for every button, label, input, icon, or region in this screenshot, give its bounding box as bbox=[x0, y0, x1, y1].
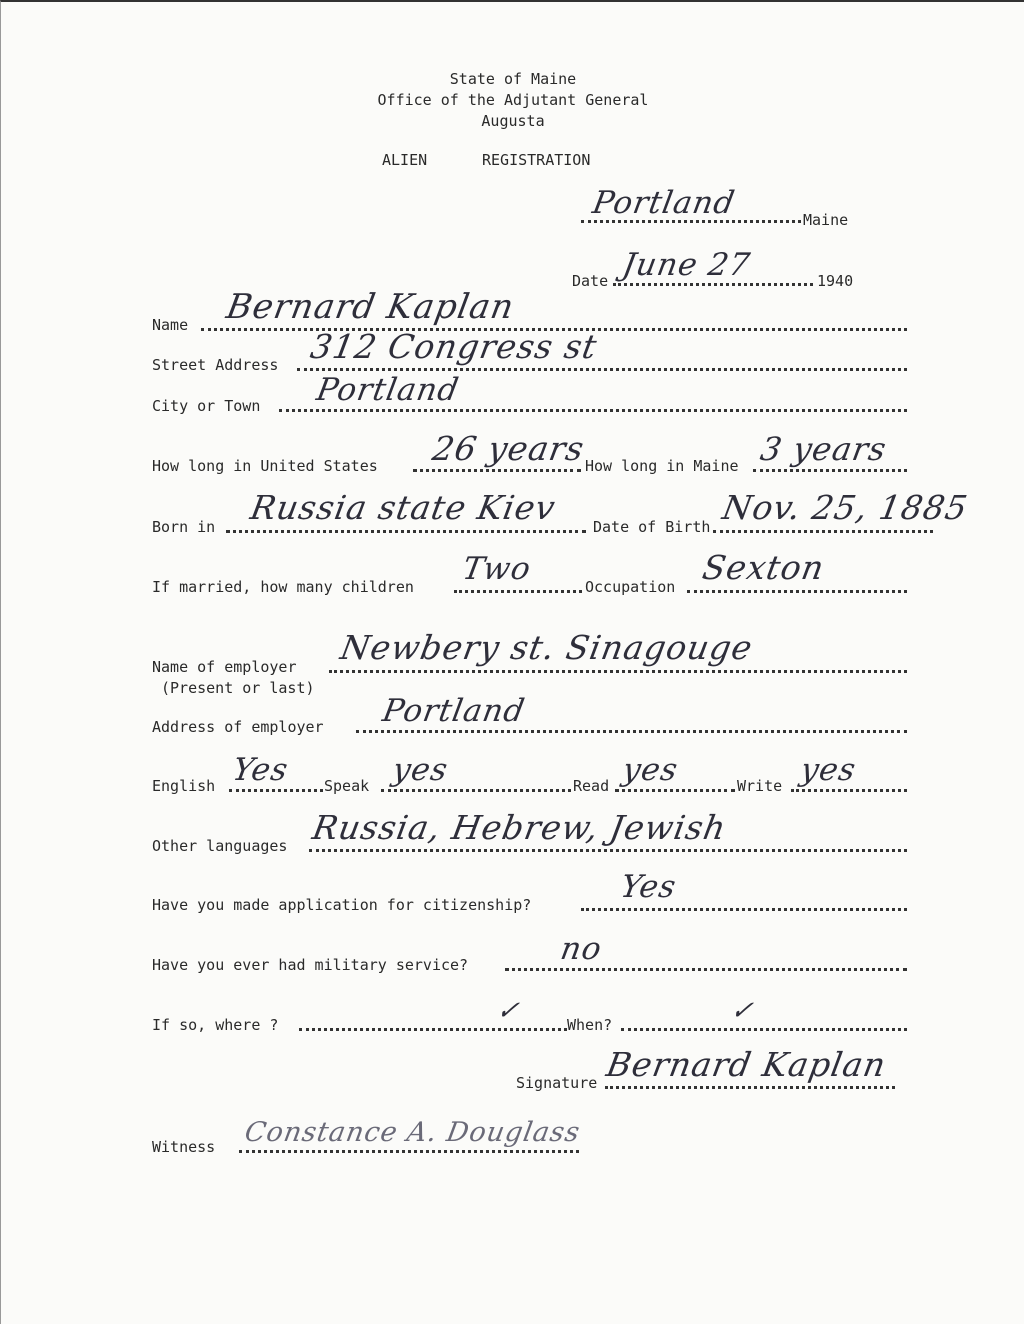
how-long-maine-entry: 3 years bbox=[757, 430, 890, 468]
military-entry: no bbox=[557, 931, 605, 967]
label-english: English bbox=[152, 777, 216, 795]
when-dots bbox=[621, 1028, 907, 1031]
label-city-or-town: City or Town bbox=[152, 397, 261, 415]
witness-dots bbox=[239, 1150, 579, 1153]
write-entry: yes bbox=[797, 752, 859, 788]
label-date-of-birth: Date of Birth bbox=[593, 518, 711, 536]
write-dots bbox=[791, 789, 907, 792]
label-employer-name: Name of employer bbox=[152, 658, 297, 676]
occupation-dots bbox=[687, 590, 907, 593]
when-mark: ✓ bbox=[728, 996, 757, 1026]
signature-entry: Bernard Kaplan bbox=[603, 1045, 890, 1084]
other-languages-dots bbox=[309, 849, 907, 852]
title-alien: ALIEN bbox=[382, 151, 428, 169]
english-entry: Yes bbox=[229, 752, 292, 788]
english-dots bbox=[229, 789, 323, 792]
label-write: Write bbox=[737, 777, 783, 795]
how-long-us-dots bbox=[413, 469, 581, 472]
date-of-birth-dots bbox=[713, 530, 933, 533]
read-entry: yes bbox=[619, 752, 681, 788]
label-when: When? bbox=[567, 1016, 613, 1034]
city-or-town-dots bbox=[279, 409, 907, 412]
street-address-entry: 312 Congress st bbox=[307, 327, 601, 366]
children-dots bbox=[454, 590, 582, 593]
signature-dots bbox=[605, 1086, 895, 1089]
title-registration: REGISTRATION bbox=[482, 151, 591, 169]
label-year: 1940 bbox=[817, 272, 854, 290]
where-dots bbox=[299, 1028, 567, 1031]
label-other-languages: Other languages bbox=[152, 837, 288, 855]
label-occupation: Occupation bbox=[585, 578, 676, 596]
witness-entry: Constance A. Douglass bbox=[242, 1117, 583, 1148]
label-employer-address: Address of employer bbox=[152, 718, 324, 736]
how-long-maine-dots bbox=[753, 469, 907, 472]
header-office: Office of the Adjutant General bbox=[377, 91, 649, 109]
label-signature: Signature bbox=[516, 1074, 598, 1092]
label-how-long-maine: How long in Maine bbox=[585, 457, 739, 475]
employer-address-dots bbox=[356, 730, 907, 733]
military-dots bbox=[505, 968, 907, 971]
label-citizenship: Have you made application for citizenship? bbox=[152, 896, 532, 914]
read-dots bbox=[615, 789, 735, 792]
label-maine: Maine bbox=[803, 211, 849, 229]
date-entry: June 27 bbox=[619, 247, 754, 283]
label-born-in: Born in bbox=[152, 518, 216, 536]
label-military: Have you ever had military service? bbox=[152, 956, 469, 974]
employer-address-entry: Portland bbox=[379, 693, 528, 729]
label-street-address: Street Address bbox=[152, 356, 279, 374]
speak-dots bbox=[381, 789, 571, 792]
label-employer-note: (Present or last) bbox=[161, 679, 315, 697]
label-if-so-where: If so, where ? bbox=[152, 1016, 279, 1034]
other-languages-entry: Russia, Hebrew, Jewish bbox=[309, 808, 730, 847]
born-in-dots bbox=[226, 530, 586, 533]
name-entry: Bernard Kaplan bbox=[223, 287, 518, 327]
header-state: State of Maine bbox=[449, 70, 577, 88]
employer-name-dots bbox=[329, 670, 907, 673]
how-long-us-entry: 26 years bbox=[429, 429, 588, 468]
label-how-long-us: How long in United States bbox=[152, 457, 378, 475]
city-or-town-entry: Portland bbox=[313, 372, 462, 408]
date-dots bbox=[613, 283, 813, 286]
label-date: Date bbox=[572, 272, 609, 290]
occupation-entry: Sexton bbox=[699, 548, 828, 587]
where-mark: ✓ bbox=[494, 996, 523, 1026]
label-name: Name bbox=[152, 316, 189, 334]
speak-entry: yes bbox=[389, 752, 451, 788]
label-read: Read bbox=[573, 777, 610, 795]
street-address-dots bbox=[297, 368, 907, 371]
born-in-entry: Russia state Kiev bbox=[247, 488, 559, 527]
children-entry: Two bbox=[459, 551, 534, 587]
place-entry: Portland bbox=[589, 185, 738, 221]
date-of-birth-entry: Nov. 25, 1885 bbox=[719, 488, 971, 527]
label-speak: Speak bbox=[324, 777, 370, 795]
citizenship-dots bbox=[581, 908, 907, 911]
employer-name-entry: Newbery st. Sinagouge bbox=[337, 628, 756, 667]
label-married-children: If married, how many children bbox=[152, 578, 414, 596]
label-witness: Witness bbox=[152, 1138, 216, 1156]
citizenship-entry: Yes bbox=[617, 869, 680, 905]
header-city: Augusta bbox=[481, 112, 545, 130]
